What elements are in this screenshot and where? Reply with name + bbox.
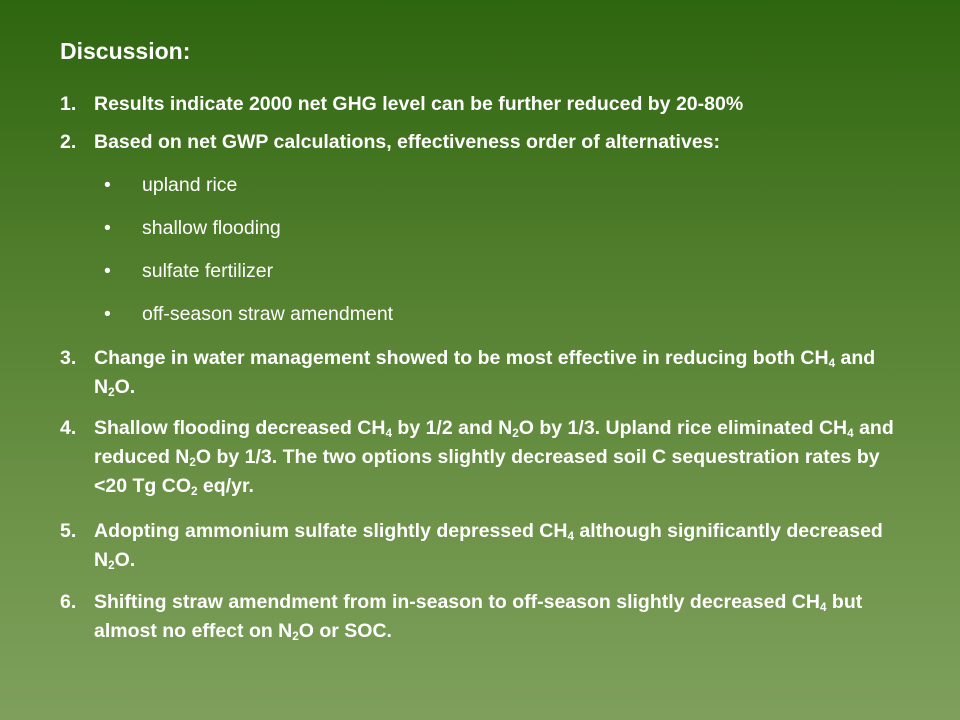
bullet-marker: • [104, 174, 111, 196]
discussion-item-2 [60, 128, 910, 157]
item-number: 4. [60, 417, 77, 439]
item-number: 1. [60, 93, 77, 115]
slide-title: Discussion: [60, 38, 191, 64]
bullet-text: shallow flooding [142, 217, 281, 239]
bullet-text: upland rice [142, 174, 238, 196]
alternative-bullet-sulfate-fertilizer [104, 257, 273, 286]
item-text: Adopting ammonium sulfate slightly depressed $CH_4$ although significantly decreased $N_2O$. [94, 520, 883, 572]
item-number: 2. [60, 131, 77, 153]
item-text: Based on net GWP calculations, effectiveness order of alternatives: [94, 131, 720, 153]
item-number: 3. [60, 347, 77, 369]
item-number: 6. [60, 591, 77, 613]
discussion-item-6 [60, 588, 910, 646]
discussion-item-3 [60, 344, 910, 402]
bullet-text: sulfate fertilizer [142, 260, 274, 282]
item-text: Change in water management showed to be most effective in reducing both $CH_4$ and $N_2O$. [94, 347, 876, 399]
alternative-bullet-upland-rice [104, 171, 237, 200]
bullet-marker: • [104, 217, 111, 239]
bullet-text: off-season straw amendment [142, 303, 394, 325]
item-text: Shifting straw amendment from in-season to off-season slightly decreased $CH_4$ but almost no effect on $N_2O$ or SOC. [94, 591, 863, 643]
discussion-item-5 [60, 517, 910, 575]
bullet-marker: • [104, 260, 111, 282]
discussion-item-4 [60, 414, 910, 501]
item-text: Results indicate 2000 net GHG level can be further reduced by 20-80% [94, 93, 744, 115]
item-text: Shallow flooding decreased $CH_4$ by 1/2 and $N_2O$ by 1/3. Upland rice eliminated $CH_4$ and reduced $N_2O$ by 1/3. The two options slightly decreased soil C sequestration rates by <20 Tg $CO_2$ eq/yr. [94, 417, 894, 498]
item-number: 5. [60, 520, 77, 542]
bullet-marker: • [104, 303, 111, 325]
discussion-item-1 [60, 90, 910, 119]
alternative-bullet-shallow-flooding [104, 214, 281, 243]
alternative-bullet-off-season-straw [104, 300, 393, 329]
